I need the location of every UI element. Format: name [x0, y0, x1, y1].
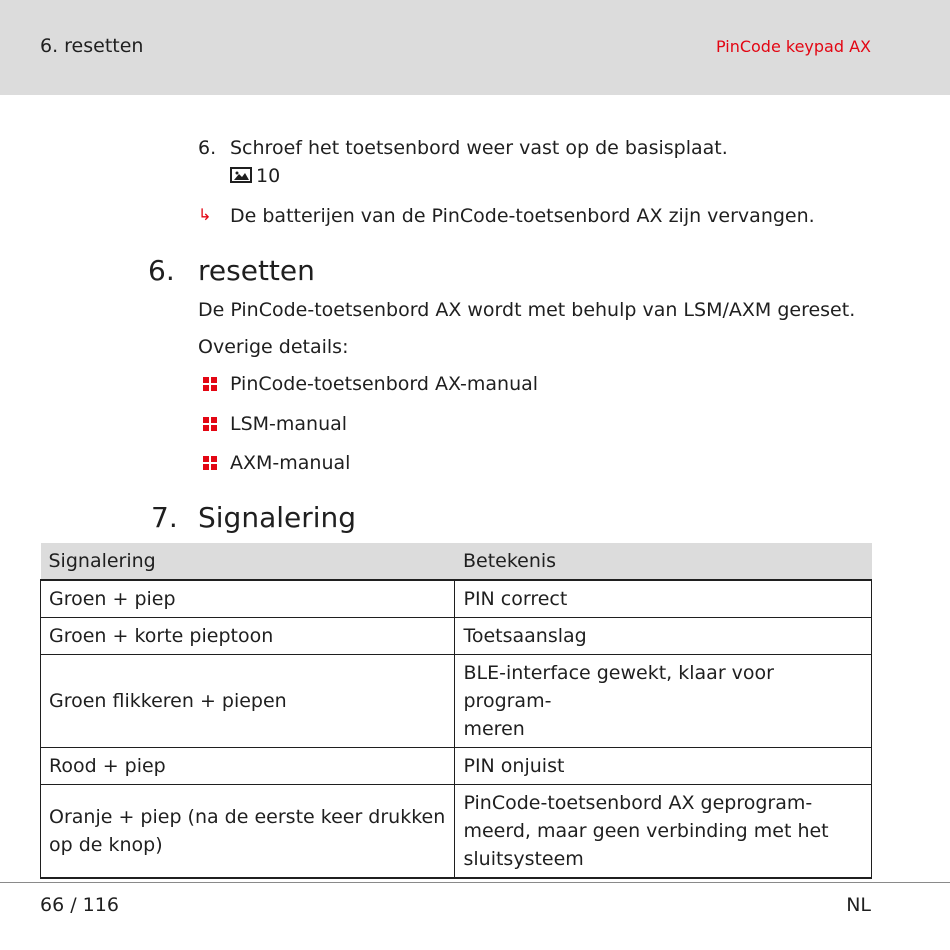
section7-number: 7. — [151, 501, 178, 534]
language-code: NL — [846, 894, 871, 916]
table-row — [41, 580, 872, 618]
page-number: 66 / 116 — [40, 894, 119, 916]
section7-title: Signalering — [198, 501, 357, 534]
image-reference[interactable] — [230, 162, 280, 190]
link-lsm-manual[interactable]: LSM-manual — [230, 413, 348, 435]
signal-cell: Rood + piep — [41, 748, 455, 785]
table-row — [41, 655, 872, 748]
section6-number: 6. — [148, 254, 175, 287]
column-header-meaning: Betekenis — [455, 543, 872, 580]
section6-title: resetten — [198, 254, 315, 287]
meaning-cell: PinCode-toetsenbord AX geprogram- meerd, maar geen verbinding met het sluitsysteem — [455, 785, 872, 879]
meaning-cell: Toetsaanslag — [455, 618, 872, 655]
meaning-cell: BLE-interface gewekt, klaar voor program- meren — [455, 655, 872, 748]
header-product-name: PinCode keypad AX — [715, 37, 871, 56]
step-result: De batterijen van de PinCode-toetsenbord AX zijn vervangen. — [230, 205, 815, 227]
signal-cell: Groen + korte pieptoon — [41, 618, 455, 655]
signal-cell: Oranje + piep (na de eerste keer drukken op de knop) — [41, 785, 455, 879]
table-header-row — [41, 543, 872, 580]
arrow-result-icon: ↳ — [198, 205, 212, 224]
link-pincode-manual[interactable]: PinCode-toetsenbord AX-manual — [230, 373, 539, 395]
column-header-signal: Signalering — [41, 543, 455, 580]
step-number: 6. — [198, 137, 217, 159]
header-section-title: 6. resetten — [40, 35, 144, 57]
page-header — [0, 0, 950, 95]
signal-cell: Groen flikkeren + piepen — [41, 655, 455, 748]
signal-table — [40, 543, 872, 879]
footer-divider — [0, 882, 950, 883]
red-square-bullet-icon — [203, 456, 217, 470]
meaning-cell: PIN correct — [455, 580, 872, 618]
signal-cell: Groen + piep — [41, 580, 455, 618]
meaning-cell: PIN onjuist — [455, 748, 872, 785]
step-text: Schroef het toetsenbord weer vast op de basisplaat. — [230, 137, 728, 159]
table-row — [41, 618, 872, 655]
image-icon — [230, 167, 252, 183]
red-square-bullet-icon — [203, 417, 217, 431]
section6-body: De PinCode-toetsenbord AX wordt met behulp van LSM/AXM gereset. — [198, 299, 856, 321]
details-label: Overige details: — [198, 336, 349, 358]
red-square-bullet-icon — [203, 377, 217, 391]
table-row — [41, 785, 872, 879]
link-axm-manual[interactable]: AXM-manual — [230, 452, 351, 474]
table-row — [41, 748, 872, 785]
image-reference-number: 10 — [256, 165, 281, 187]
